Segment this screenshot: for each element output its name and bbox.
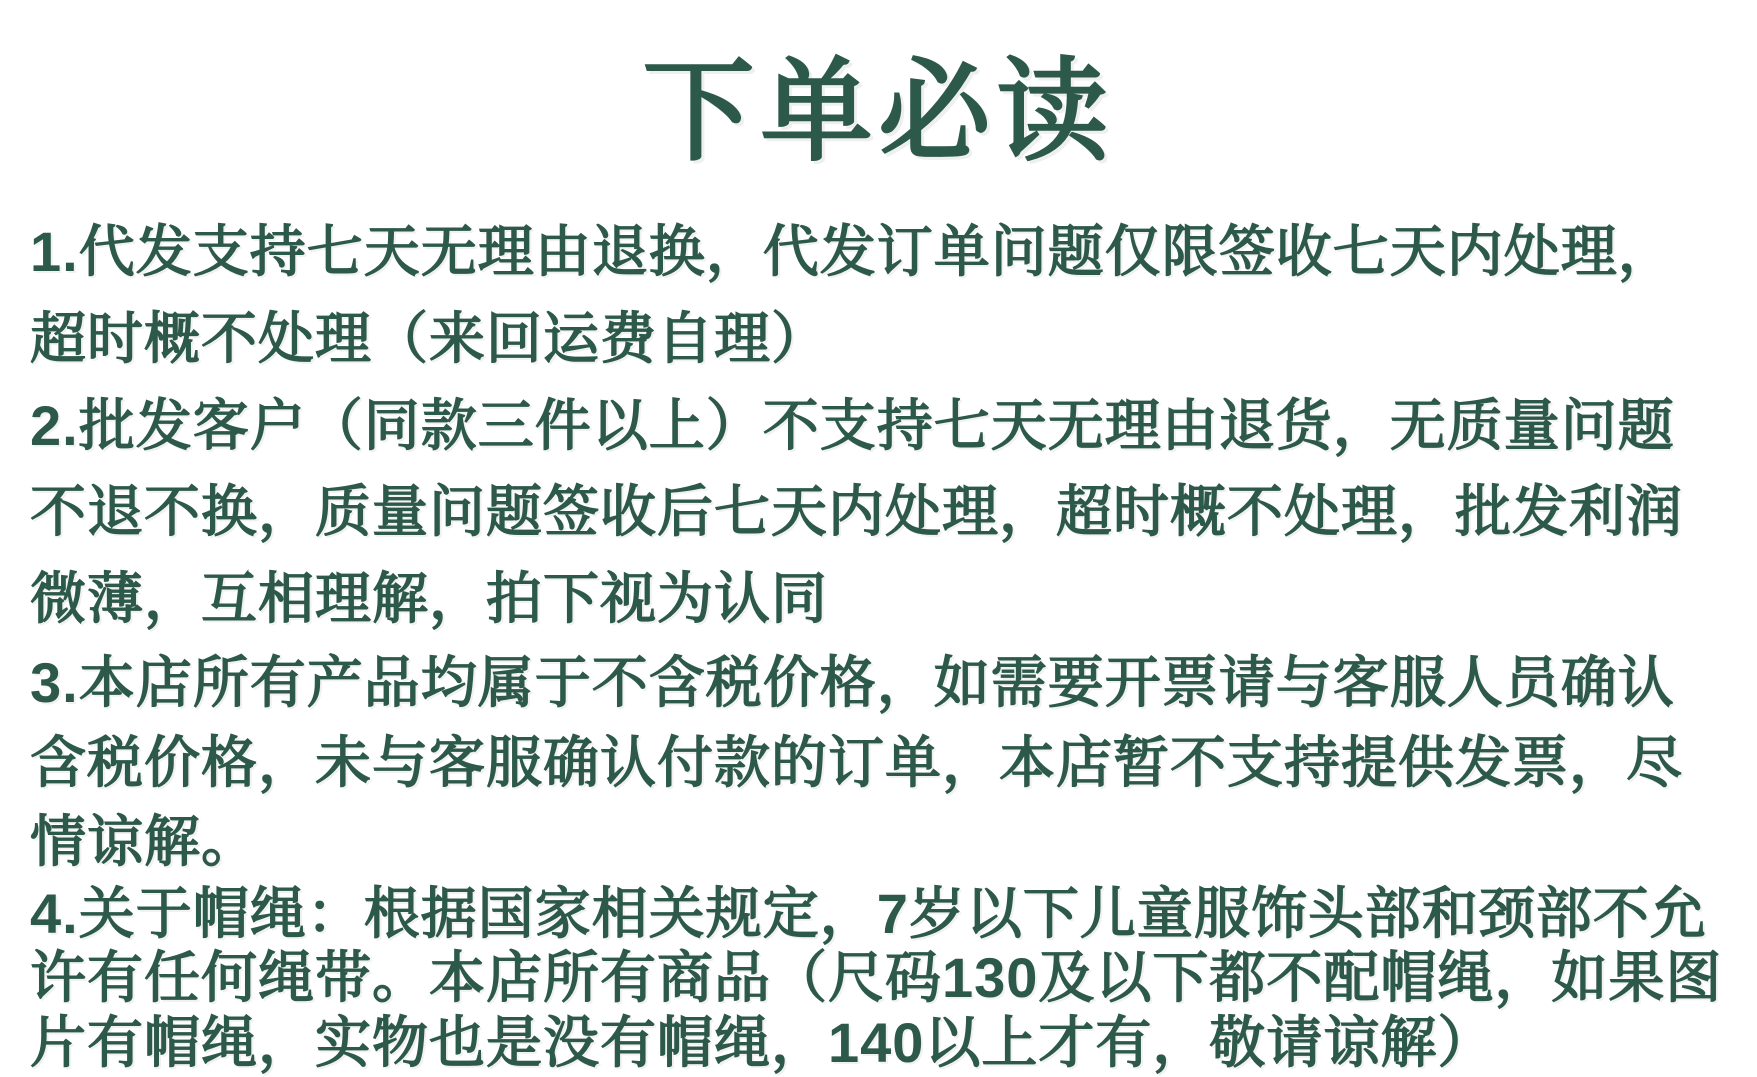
notice-item-2: 2.批发客户（同款三件以上）不支持七天无理由退货，无质量问题不退不换，质量问题签收后七天内处理，超时概不处理，批发利润微薄，互相理解，拍下视为认同: [30, 393, 1683, 631]
notice-item-4: 4.关于帽绳：根据国家相关规定，7岁以下儿童服饰头部和颈部不允许有任何绳带。本店所有商品（尺码130及以下都不配帽绳，如果图片有帽绳，实物也是没有帽绳，140以上才有，敬请谅解）: [30, 881, 1723, 1075]
notice-item-1: 1.代发支持七天无理由退换，代发订单问题仅限签收七天内处理，超时概不处理（来回运费自理）: [30, 220, 1675, 370]
notice-body: [0, 209, 1757, 1076]
notice-item-3: 3.本店所有产品均属于不含税价格，如需要开票请与客服人员确认含税价格，未与客服确认付款的订单，本店暂不支持提供发票，尽情谅解。: [30, 650, 1683, 874]
page-title: 下单必读: [642, 49, 1115, 174]
